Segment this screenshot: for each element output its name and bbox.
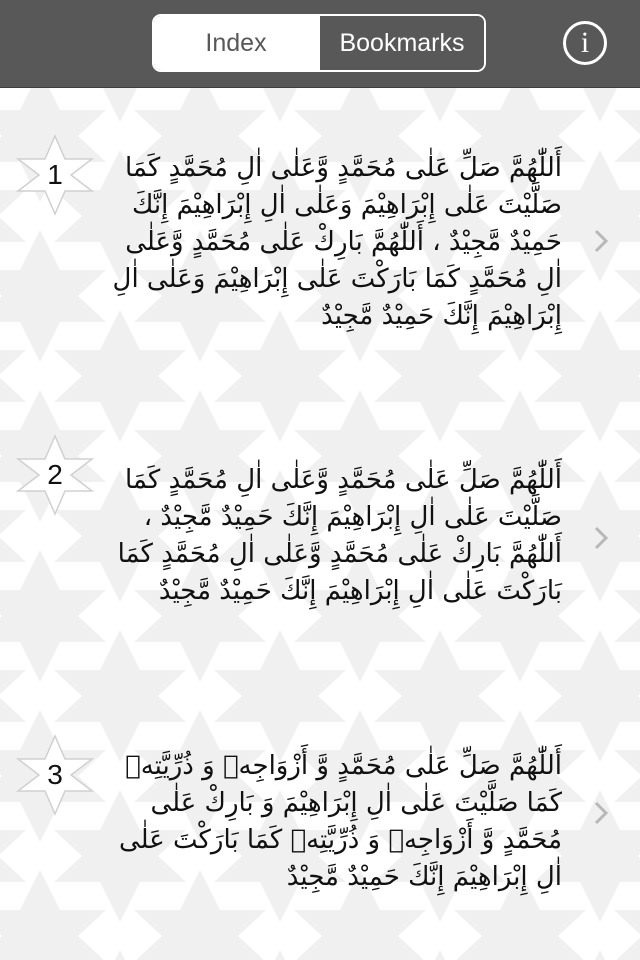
entry-number-badge (14, 434, 96, 516)
info-icon: i (580, 26, 590, 59)
info-button[interactable] (563, 21, 607, 65)
dua-text: أَللّٰهُمَّ صَلِّ عَلٰى مُحَمَّدٍ وَّ أَزْوَاجِهٖ وَ ذُرِّيَّتِهٖ كَمَا صَلَّيْتَ عَلٰى اٰلِ إِبْرَاهِيْمَ وَ بَارِكْ عَلٰى مُحَمَّدٍ وَّ أَزْوَاجِهٖ وَ ذُرِّيَّتِهٖ كَمَا بَارَكْتَ عَلٰى اٰلِ إِبْرَاهِيْمَ إِنَّكَ حَمِيْدٌ مَّجِيْدٌ (118, 751, 562, 892)
bookmark-entry-1[interactable] (0, 128, 640, 428)
chevron-right-icon (592, 525, 610, 551)
bookmark-entry-2[interactable] (0, 428, 640, 728)
chevron-right-icon (592, 228, 610, 254)
tab-bookmarks[interactable]: Bookmarks (318, 16, 484, 70)
dua-text: أَللّٰهُمَّ صَلِّ عَلٰى مُحَمَّدٍ وَّعَلٰى اٰلِ مُحَمَّدٍ كَمَا صَلَّيْتَ عَلٰى إِبْرَاهِيْمَ وَعَلٰى اٰلِ إِبْرَاهِيْمَ إِنَّكَ حَمِيْدٌ مَّجِيْدٌ ، أَللّٰهُمَّ بَارِكْ عَلٰى مُحَمَّدٍ وَّعَلٰى اٰلِ مُحَمَّدٍ كَمَا بَارَكْتَ عَلٰى إِبْرَاهِيْمَ وَعَلٰى اٰلِ إِبْرَاهِيْمَ إِنَّكَ حَمِيْدٌ مَّجِيْدٌ (112, 153, 562, 331)
entry-number: 2 (47, 459, 63, 490)
entry-number-badge (14, 134, 96, 216)
entry-number: 3 (47, 759, 63, 790)
entry-number: 1 (47, 159, 63, 190)
bookmark-entry-3[interactable] (0, 728, 640, 960)
tab-index[interactable]: Index (154, 16, 318, 70)
bookmark-list[interactable] (0, 88, 640, 960)
chevron-right-icon (592, 800, 610, 826)
index-bookmarks-segmented-control (152, 14, 486, 72)
top-toolbar (0, 0, 640, 88)
entry-number-badge (14, 734, 96, 816)
dua-text: أَللّٰهُمَّ صَلِّ عَلٰى مُحَمَّدٍ وَّعَلٰى اٰلِ مُحَمَّدٍ كَمَا صَلَّيْتَ عَلٰى اٰلِ إِبْرَاهِيْمَ إِنَّكَ حَمِيْدٌ مَّجِيْدٌ ، أَللّٰهُمَّ بَارِكْ عَلٰى مُحَمَّدٍ وَّعَلٰى اٰلِ مُحَمَّدٍ كَمَا بَارَكْتَ عَلٰى اٰلِ إِبْرَاهِيْمَ إِنَّكَ حَمِيْدٌ مَّجِيْدٌ (117, 465, 562, 606)
